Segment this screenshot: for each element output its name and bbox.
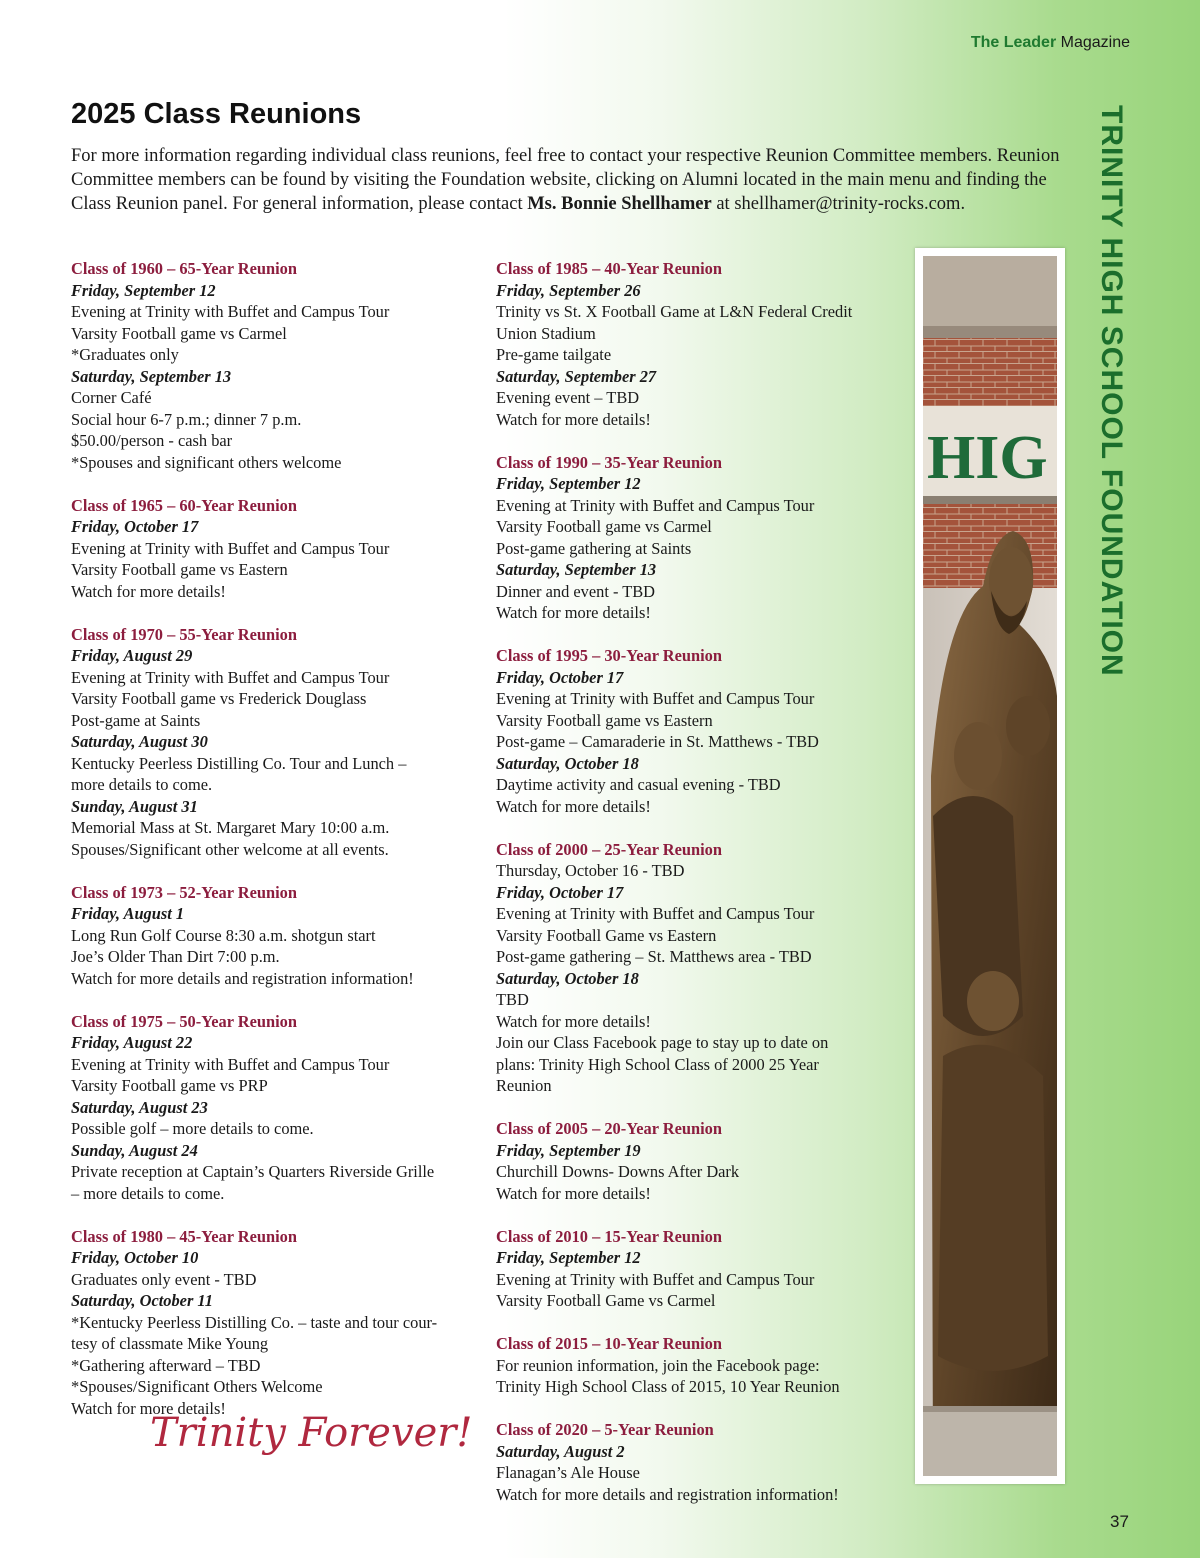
reunion-detail: Varsity Football game vs PRP (71, 1076, 268, 1095)
reunion-day: Friday, October 17 (496, 667, 624, 687)
reunion-block (71, 1011, 471, 1205)
reunion-detail: Thursday, October 16 - TBD (496, 861, 685, 880)
reunion-block (496, 452, 896, 624)
reunion-detail: *Gathering afterward – TBD (71, 1355, 261, 1375)
reunion-detail: Watch for more details! (71, 1398, 226, 1418)
reunion-detail: Varsity Football Game vs Carmel (496, 1291, 716, 1310)
reunion-detail: Post-game – Camaraderie in St. Matthews - TBD (496, 732, 819, 751)
reunion-detail: Evening event – TBD (496, 388, 640, 407)
reunion-detail: Flanagan’s Ale House (496, 1463, 640, 1482)
reunion-day: Saturday, September 13 (71, 366, 232, 386)
reunion-day: Sunday, August 24 (71, 1140, 198, 1160)
reunion-detail: Post-game gathering at Saints (496, 538, 692, 558)
reunion-block (71, 495, 471, 603)
reunion-day: Friday, September 12 (496, 474, 641, 493)
reunion-day: Friday, September 12 (71, 280, 216, 300)
reunion-heading: Class of 1960 – 65-Year Reunion (71, 259, 297, 278)
reunion-detail: Daytime activity and casual evening - TBD (496, 775, 781, 794)
reunion-detail: Watch for more details! (496, 603, 651, 622)
reunion-block (496, 1118, 896, 1204)
magazine-header (971, 34, 1130, 52)
reunion-detail: Graduates only event - TBD (71, 1269, 257, 1289)
reunion-day: Saturday, August 30 (71, 732, 208, 751)
reunion-detail: Churchill Downs- Downs After Dark (496, 1162, 740, 1181)
reunion-detail: Kentucky Peerless Distilling Co. Tour and Lunch – (71, 753, 407, 773)
reunion-detail: *Spouses and significant others welcome (71, 452, 342, 472)
reunion-day: Saturday, October 11 (71, 1291, 213, 1310)
reunion-heading: Class of 2020 – 5-Year Reunion (496, 1420, 714, 1439)
reunion-detail: *Kentucky Peerless Distilling Co. – taste and tour cour- (71, 1312, 438, 1332)
reunion-heading: Class of 1973 – 52-Year Reunion (71, 882, 297, 902)
reunion-detail: Evening at Trinity with Buffet and Campus Tour (496, 495, 815, 515)
reunion-block (496, 1226, 896, 1312)
reunion-detail: Evening at Trinity with Buffet and Campus Tour (496, 689, 815, 708)
reunion-detail: Reunion (496, 1076, 552, 1095)
reunion-detail: Post-game gathering – St. Matthews area - TBD (496, 947, 812, 966)
reunion-detail: Post-game at Saints (71, 710, 201, 730)
reunion-detail: Evening at Trinity with Buffet and Campus Tour (71, 538, 390, 558)
reunion-heading: Class of 2005 – 20-Year Reunion (496, 1119, 722, 1138)
reunion-detail: Spouses/Significant other welcome at all events. (71, 839, 389, 859)
reunion-detail: Private reception at Captain’s Quarters Riverside Grille (71, 1162, 435, 1181)
reunion-detail: Evening at Trinity with Buffet and Campus Tour (71, 1054, 390, 1074)
reunion-detail: Watch for more details! (71, 581, 226, 601)
reunion-day: Friday, October 17 (71, 517, 199, 536)
statue-photo (915, 248, 1065, 1484)
reunion-block (71, 624, 471, 861)
sidebar-title-wrap (1080, 105, 1140, 685)
intro-text-before: For more information regarding individual class reunions, feel free to contact your respective Reunion Committee members. Reunion Committee members can be found by visiting the Foundation website, clicking on Alumni located in the main menu and finding the Class Reunion panel. For general information, please contact (71, 146, 1060, 214)
reunion-detail: Watch for more details and registration information! (496, 1484, 839, 1504)
reunion-day: Friday, September 12 (496, 1248, 641, 1267)
reunion-heading: Class of 1965 – 60-Year Reunion (71, 495, 297, 515)
reunion-heading: Class of 1985 – 40-Year Reunion (496, 259, 722, 278)
reunion-detail: Watch for more details! (496, 1011, 651, 1031)
reunion-block (496, 1419, 896, 1505)
contact-name: Ms. Bonnie Shellhamer (527, 194, 712, 214)
reunion-detail: more details to come. (71, 775, 213, 794)
reunion-detail: Union Stadium (496, 323, 596, 343)
reunion-detail: Evening at Trinity with Buffet and Campus Tour (496, 1269, 815, 1289)
reunion-detail: tesy of classmate Mike Young (71, 1334, 269, 1353)
reunion-detail: Watch for more details! (496, 796, 651, 816)
reunion-day: Saturday, August 2 (496, 1441, 625, 1461)
reunion-heading: Class of 2000 – 25-Year Reunion (496, 839, 722, 859)
reunion-day: Saturday, October 18 (496, 753, 639, 773)
reunion-detail: Varsity Football Game vs Eastern (496, 925, 717, 945)
magazine-brand: The Leader (970, 34, 1057, 51)
reunion-block (496, 839, 896, 1097)
reunion-detail: For reunion information, join the Facebook page: (496, 1355, 820, 1375)
reunion-detail: Varsity Football game vs Carmel (496, 517, 712, 536)
reunion-day: Saturday, September 13 (496, 560, 657, 579)
reunion-heading: Class of 1990 – 35-Year Reunion (496, 452, 722, 472)
reunion-heading: Class of 1980 – 45-Year Reunion (71, 1226, 297, 1246)
reunion-detail: *Spouses/Significant Others Welcome (71, 1377, 323, 1396)
reunion-day: Saturday, August 23 (71, 1097, 208, 1117)
intro-text-after: at shellhamer@trinity-rocks.com. (711, 194, 966, 214)
page-number: 37 (1110, 1512, 1129, 1531)
trinity-forever-script: Trinity Forever! (150, 1410, 473, 1456)
reunion-detail: TBD (496, 990, 529, 1009)
reunion-detail: Joe’s Older Than Dirt 7:00 p.m. (71, 947, 280, 966)
reunion-day: Friday, August 1 (71, 904, 185, 923)
reunion-detail: Dinner and event - TBD (496, 581, 656, 601)
reunion-detail: Pre-game tailgate (496, 345, 612, 364)
magazine-word: Magazine (1060, 34, 1130, 51)
reunion-detail: Possible golf – more details to come. (71, 1119, 314, 1138)
reunion-heading: Class of 1995 – 30-Year Reunion (496, 646, 722, 665)
reunion-detail: Join our Class Facebook page to stay up to date on (496, 1033, 829, 1052)
reunion-detail: Evening at Trinity with Buffet and Campus Tour (496, 904, 815, 923)
reunion-detail: Evening at Trinity with Buffet and Campus Tour (71, 667, 390, 687)
intro-paragraph (71, 144, 1071, 216)
sidebar-title: TRINITY HIGH SCHOOL FOUNDATION (1095, 105, 1128, 677)
reunion-block (496, 258, 896, 430)
reunion-detail: Long Run Golf Course 8:30 a.m. shotgun start (71, 925, 376, 945)
reunion-column-left (71, 258, 471, 1441)
reunion-day: Friday, August 22 (71, 1033, 193, 1052)
reunion-detail: Watch for more details and registration information! (71, 968, 414, 988)
reunion-block (71, 882, 471, 990)
reunion-day: Friday, September 26 (496, 280, 641, 300)
reunion-detail: plans: Trinity High School Class of 2000 25 Year (496, 1054, 819, 1074)
reunion-detail: Varsity Football game vs Eastern (71, 560, 288, 579)
reunion-day: Saturday, September 27 (496, 366, 657, 386)
reunion-detail: Varsity Football game vs Eastern (496, 710, 713, 730)
reunion-heading: Class of 2010 – 15-Year Reunion (496, 1226, 722, 1246)
page-title: 2025 Class Reunions (71, 98, 362, 130)
reunion-detail: $50.00/person - cash bar (71, 431, 233, 450)
reunion-day: Friday, October 10 (71, 1248, 199, 1267)
reunion-detail: Watch for more details! (496, 1183, 651, 1203)
reunion-detail: Corner Café (71, 388, 152, 407)
statue-photo-illustration (923, 256, 1057, 1476)
reunion-block (71, 258, 471, 473)
reunion-day: Saturday, October 18 (496, 968, 639, 988)
reunion-day: Friday, October 17 (496, 882, 624, 902)
reunion-detail: *Graduates only (71, 345, 179, 364)
reunion-heading: Class of 2015 – 10-Year Reunion (496, 1334, 722, 1353)
building-sign-text: HIG (927, 424, 1048, 492)
reunion-heading: Class of 1975 – 50-Year Reunion (71, 1011, 297, 1031)
reunion-day: Friday, August 29 (71, 646, 193, 665)
reunion-block (496, 1333, 896, 1398)
reunion-block (71, 1226, 471, 1420)
reunion-detail: Trinity High School Class of 2015, 10 Year Reunion (496, 1377, 840, 1396)
reunion-detail: Social hour 6-7 p.m.; dinner 7 p.m. (71, 409, 302, 429)
reunion-detail: Evening at Trinity with Buffet and Campus Tour (71, 302, 390, 321)
reunion-heading: Class of 1970 – 55-Year Reunion (71, 624, 297, 644)
reunion-detail: Trinity vs St. X Football Game at L&N Federal Credit (496, 302, 853, 321)
reunion-column-right (496, 258, 896, 1527)
reunion-detail: Watch for more details! (496, 409, 651, 429)
reunion-detail: Varsity Football game vs Carmel (71, 323, 287, 343)
reunion-block (496, 645, 896, 817)
reunion-detail: – more details to come. (71, 1183, 225, 1203)
reunion-day: Sunday, August 31 (71, 796, 198, 816)
reunion-detail: Varsity Football game vs Frederick Douglass (71, 689, 367, 708)
reunion-detail: Memorial Mass at St. Margaret Mary 10:00 a.m. (71, 818, 390, 837)
reunion-day: Friday, September 19 (496, 1140, 641, 1160)
